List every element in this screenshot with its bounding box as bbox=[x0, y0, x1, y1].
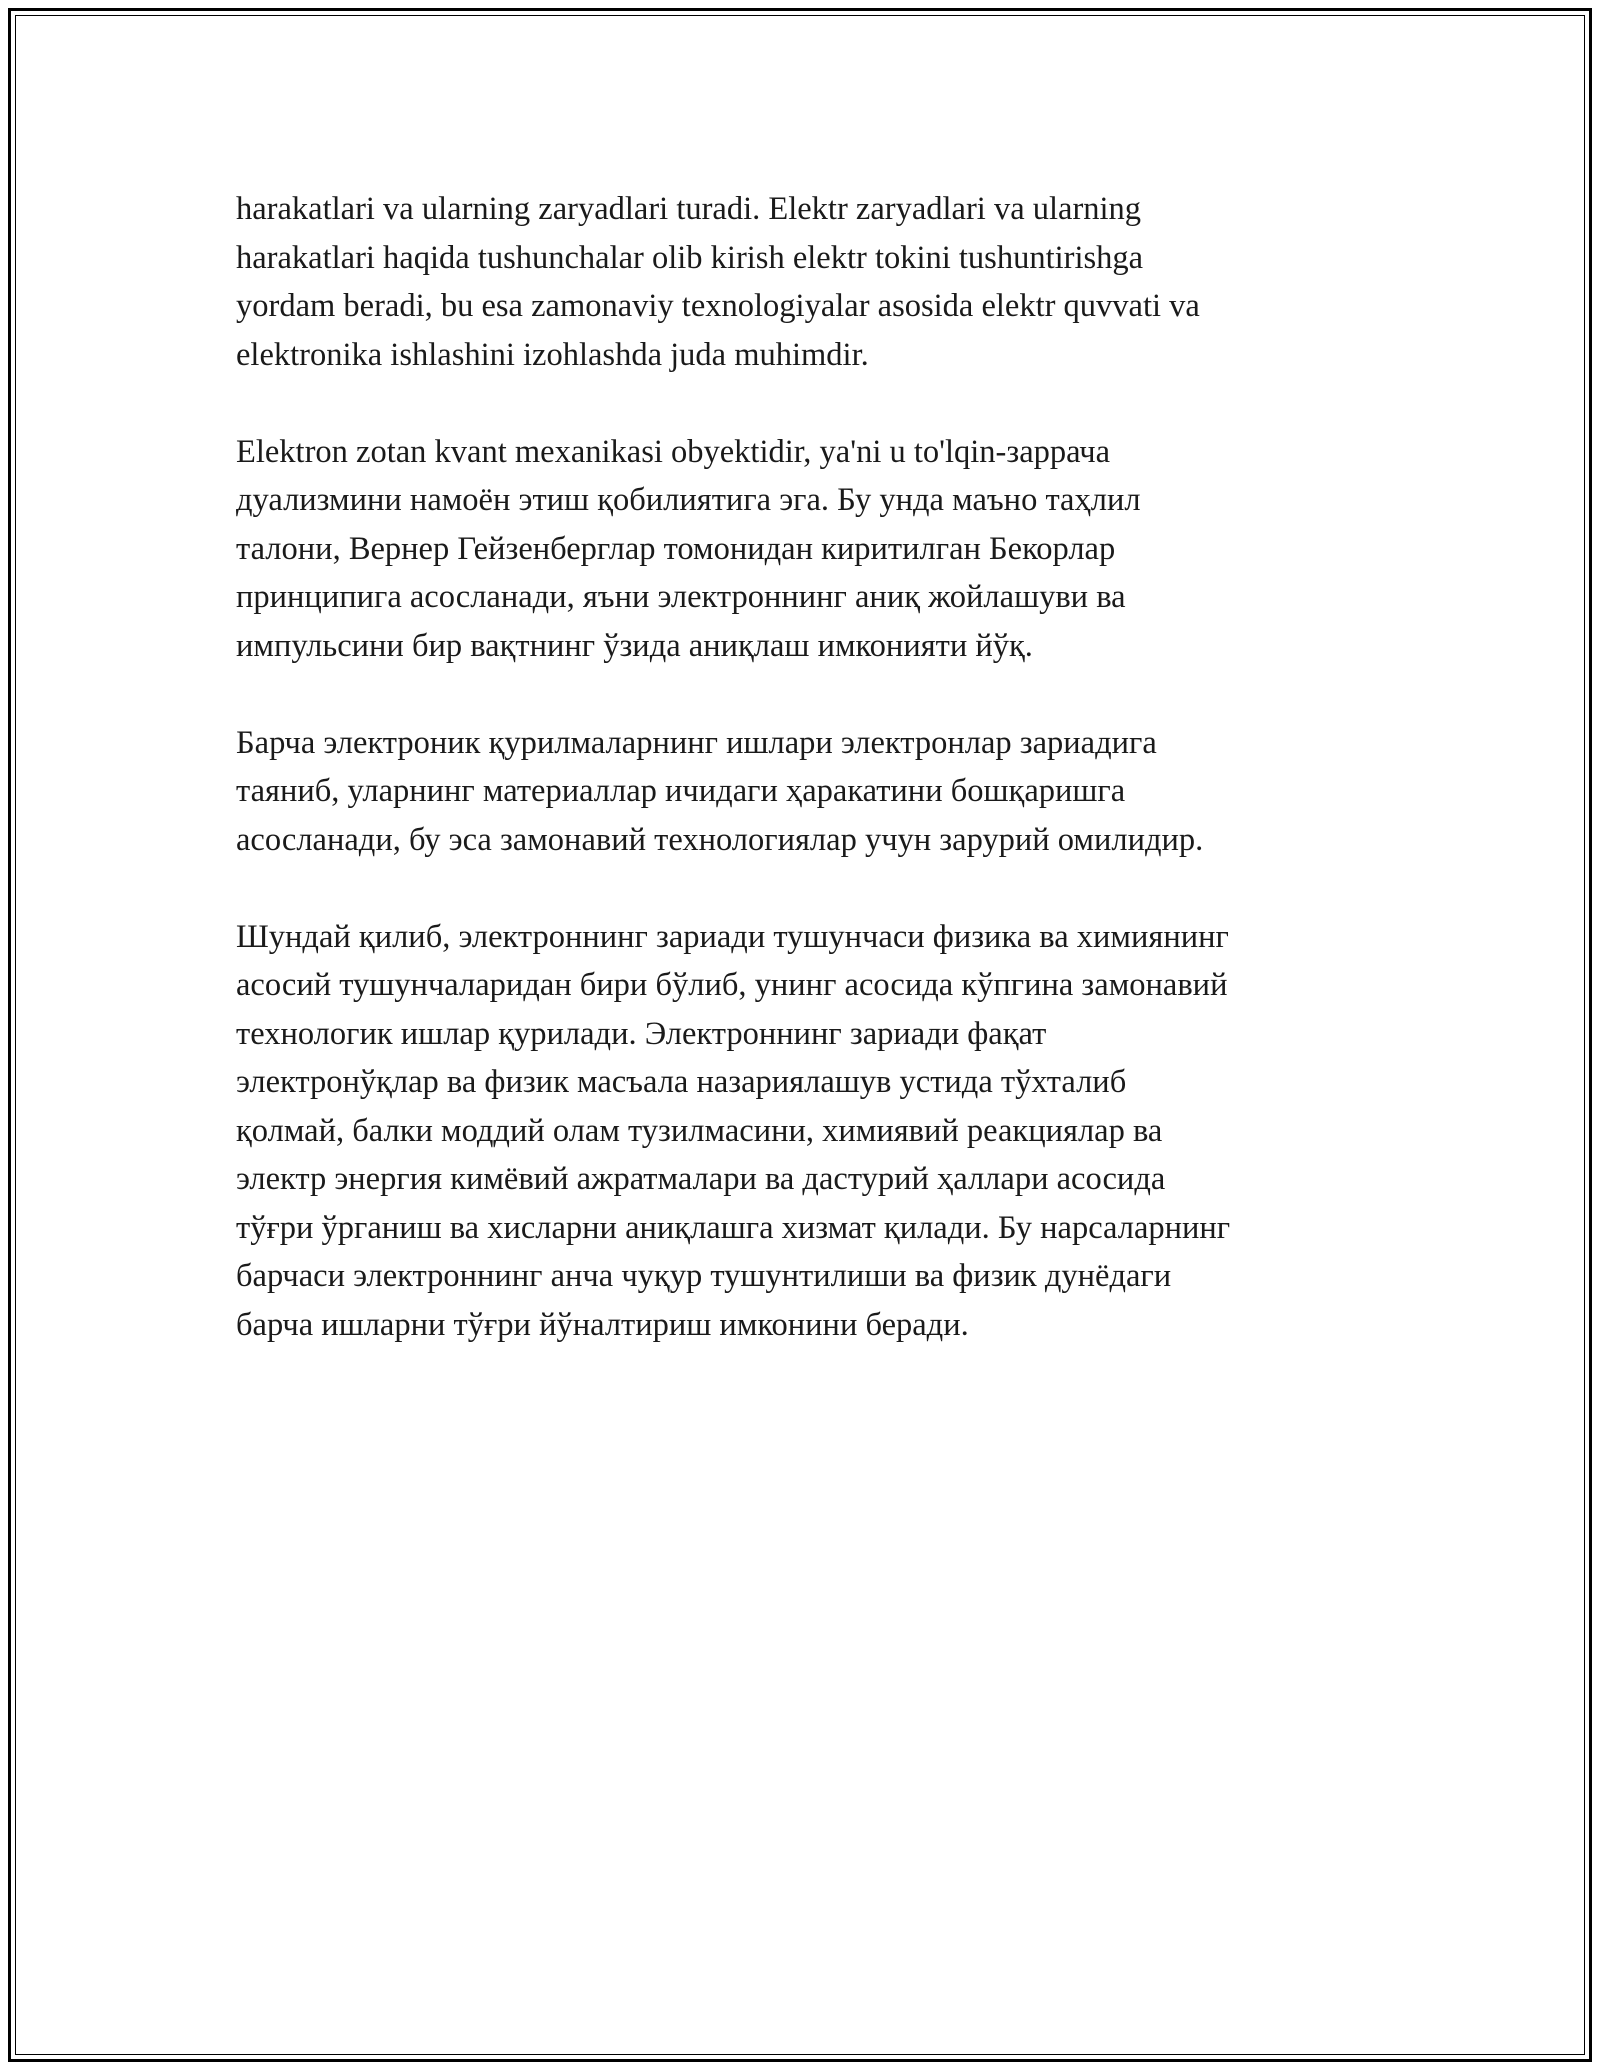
text-line: Шундай қилиб, электроннинг зариади тушунчаси физика ва химиянинг bbox=[236, 918, 1229, 955]
text-line: Барча электроник қурилмаларнинг ишлари электронлар зариадига bbox=[236, 724, 1157, 761]
text-line: электронўқлар ва физик масъала назариялашув устида тўхталиб bbox=[236, 1064, 1127, 1100]
text-line: электр энергия кимёвий ажратмалари ва дастурий ҳаллари асосида bbox=[236, 1161, 1166, 1197]
text-line: технологик ишлар қурилади. Электроннинг зариади фақат bbox=[236, 1015, 1047, 1052]
text-line: қолмай, балки моддий олам тузилмасини, химиявий реакциялар ва bbox=[236, 1112, 1163, 1149]
text-line: талони, Вернер Гейзенберглар томонидан киритилган Бекорлар bbox=[236, 530, 1116, 567]
text-line: асосланади, бу эса замонавий технологиялар учун зарурий омилидир. bbox=[236, 821, 1204, 858]
text-line: импульсини бир вақтнинг ўзида аниқлаш имконияти йўқ. bbox=[236, 627, 1033, 664]
text-line: yordam beradi, bu esa zamonaviy texnologiyalar asosida elektr quvvati va bbox=[236, 288, 1200, 324]
text-line: принципига асосланади, яъни электроннинг аниқ жойлашуви ва bbox=[236, 579, 1126, 615]
paragraph-1 bbox=[236, 185, 1386, 379]
paragraph-3 bbox=[236, 719, 1386, 865]
text-line: Elektron zotan kvant mexanikasi obyektidir, ya'ni u to'lqin-заррача bbox=[236, 433, 1111, 470]
paragraph-2 bbox=[236, 428, 1386, 671]
text-line: асосий тушунчаларидан бири бўлиб, унинг асосида кўпгина замонавий bbox=[236, 967, 1228, 1003]
paragraph-4 bbox=[236, 913, 1386, 1350]
text-line: harakatlari va ularning zaryadlari turadi. Elektr zaryadlari va ularning bbox=[236, 191, 1142, 227]
text-line: дуализмини намоён этиш қобилиятига эга. Бу унда маъно таҳлил bbox=[236, 482, 1141, 518]
text-line: harakatlari haqida tushunchalar olib kirish elektr tokini tushuntirishga bbox=[236, 239, 1144, 276]
text-line: тўғри ўрганиш ва хисларни аниқлашга хизмат қилади. Бу нарсаларнинг bbox=[236, 1209, 1231, 1246]
text-line: барча ишларни тўғри йўналтириш имконини беради. bbox=[236, 1306, 969, 1343]
text-line: барчаси электроннинг анча чуқур тушунтилиши ва физик дунёдаги bbox=[236, 1258, 1172, 1294]
text-line: таяниб, уларнинг материаллар ичидаги ҳаракатини бошқаришга bbox=[236, 773, 1126, 809]
document-body bbox=[236, 185, 1386, 1398]
text-line: elektronika ishlashini izohlashda juda muhimdir. bbox=[236, 336, 869, 373]
